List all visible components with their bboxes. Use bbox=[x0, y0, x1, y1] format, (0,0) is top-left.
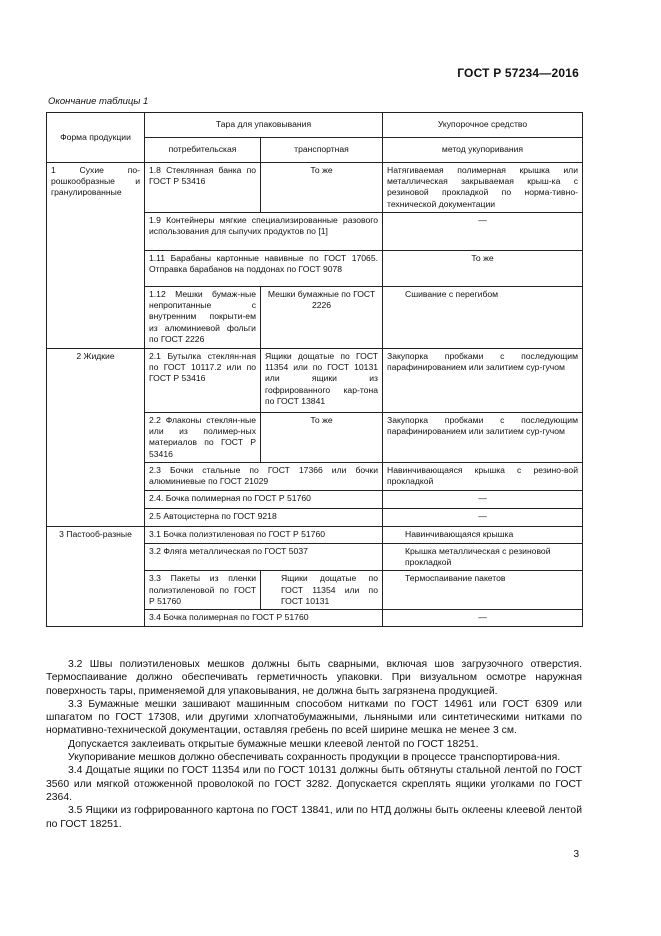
header-consumer: потребительская bbox=[145, 138, 261, 163]
product-form-cell: 3 Пастооб-разные bbox=[47, 527, 145, 627]
sealing-cell: Навинчивающаяся крышка bbox=[383, 527, 583, 544]
table-row bbox=[47, 163, 583, 213]
consumer-cell: 3.3 Пакеты из пленки полиэтиленовой по ГОСТ Р 51760 bbox=[145, 571, 261, 610]
transport-cell: Мешки бумажные по ГОСТ 2226 bbox=[261, 287, 383, 349]
sealing-cell: Навинчивающаяся крышка с резино-вой прокладкой bbox=[383, 463, 583, 491]
transport-cell: То же bbox=[261, 413, 383, 463]
header-packaging: Тара для упаковывания bbox=[145, 113, 383, 138]
sealing-cell: — bbox=[383, 509, 583, 527]
table-caption: Окончание таблицы 1 bbox=[48, 96, 149, 107]
paragraph-3-3: 3.3 Бумажные мешки зашивают машинным способом нитками по ГОСТ 14961 или ГОСТ 6309 или шпагатом по ГОСТ 17308, или другими хлопчатобумажными, льняными или синтетическими нитками по нормативно-технической документации, оставляя гребень по всей ширине мешка не менее 3 см. bbox=[46, 698, 582, 737]
product-form-cell: 2 Жидкие bbox=[47, 349, 145, 527]
transport-cell: То же bbox=[261, 163, 383, 213]
transport-cell: Ящики дощатые по ГОСТ 11354 или по ГОСТ 10131 или ящики из гофрированного кар-тона по ГОСТ 13841 bbox=[261, 349, 383, 413]
table-row bbox=[47, 527, 583, 544]
sealing-cell: Натягиваемая полимерная крышка или металлическая закрываемая крыш-ка с резиновой прокладкой по норма-тивно-технической документации bbox=[383, 163, 583, 213]
sealing-cell: Закупорка пробками с последующим парафинированием или залитием сур-гучом bbox=[383, 349, 583, 413]
transport-cell: Ящики дощатые по ГОСТ 11354 или по ГОСТ 10131 bbox=[261, 571, 383, 610]
sealing-cell: Сшивание с перегибом bbox=[383, 287, 583, 349]
sealing-cell: — bbox=[383, 213, 583, 251]
merged-packaging-cell: 2.4. Бочка полимерная по ГОСТ Р 51760 bbox=[145, 491, 383, 509]
header-product-form: Форма продукции bbox=[47, 113, 145, 163]
sealing-cell: Крышка металлическая с резиновой прокладкой bbox=[383, 544, 583, 571]
paragraph-3-4: 3.4 Дощатые ящики по ГОСТ 11354 или по ГОСТ 10131 должны быть обтянуты стальной лентой по ГОСТ 3560 или мягкой отожженной проволокой по ГОСТ 3282. Допускается скреплять ящики уголками по ГОСТ 2364. bbox=[46, 765, 582, 803]
merged-packaging-cell: 3.4 Бочка полимерная по ГОСТ Р 51760 bbox=[145, 610, 383, 627]
merged-packaging-cell: 2.3 Бочки стальные по ГОСТ 17366 или бочки алюминиевые по ГОСТ 21029 bbox=[145, 463, 383, 491]
consumer-cell: 1.8 Стеклянная банка по ГОСТ Р 53416 bbox=[145, 163, 261, 213]
header-transport: транспортная bbox=[261, 138, 383, 163]
sealing-cell: — bbox=[383, 610, 583, 627]
header-sealing-method: метод укупоривания bbox=[383, 138, 583, 163]
sealing-cell: Закупорка пробками с последующим парафинированием или залитием сур-гучом bbox=[383, 413, 583, 463]
merged-packaging-cell: 2.5 Автоцистерна по ГОСТ 9218 bbox=[145, 509, 383, 527]
merged-packaging-cell: 1.11 Барабаны картонные навивные по ГОСТ 17065. Отправка барабанов на поддонах по ГОСТ 9078 bbox=[145, 251, 383, 287]
paragraph-sealing-integrity: Укупоривание мешков должно обеспечивать сохранность продукции в процессе транспортирова-ния. bbox=[68, 752, 561, 764]
consumer-cell: 1.12 Мешки бумаж-ные непропитанные с внутренним покрыти-ем из алюминиевой фольги по ГОСТ 2226 bbox=[145, 287, 261, 349]
sealing-cell: То же bbox=[383, 251, 583, 287]
packaging-table bbox=[46, 112, 583, 627]
sealing-cell: Термоспаивание пакетов bbox=[383, 571, 583, 610]
paragraph-tape-allowed: Допускается заклеивать открытые бумажные мешки клеевой лентой по ГОСТ 18251. bbox=[68, 738, 479, 750]
page-number: 3 bbox=[573, 849, 579, 860]
paragraph-3-2: 3.2 Швы полиэтиленовых мешков должны быть сварными, включая шов загрузочного отверстия. Термоспаивание должно обеспечивать герметичность упаковки. При визуальном осмотре наружная поверхность тары, применяемой для упаковывания, не должна быть загрязнена продукцией. bbox=[46, 659, 582, 697]
body-text bbox=[46, 658, 582, 831]
consumer-cell: 2.1 Бутылка стеклян-ная по ГОСТ 10117.2 или по ГОСТ Р 53416 bbox=[145, 349, 261, 413]
merged-packaging-cell: 1.9 Контейнеры мягкие специализированные разового использования для сыпучих продуктов по [1] bbox=[145, 213, 383, 251]
table-row bbox=[47, 349, 583, 413]
paragraph-3-5: 3.5 Ящики из гофрированного картона по ГОСТ 13841, или по НТД должны быть оклеены клеевой лентой по ГОСТ 18251. bbox=[46, 805, 582, 830]
merged-packaging-cell: 3.2 Фляга металлическая по ГОСТ 5037 bbox=[145, 544, 383, 571]
sealing-cell: — bbox=[383, 491, 583, 509]
merged-packaging-cell: 3.1 Бочка полиэтиленовая по ГОСТ Р 51760 bbox=[145, 527, 383, 544]
standard-code-header: ГОСТ Р 57234—2016 bbox=[457, 66, 579, 80]
table-header-row bbox=[47, 113, 583, 138]
consumer-cell: 2.2 Флаконы стеклян-ные или из полимер-ных материалов по ГОСТ Р 53416 bbox=[145, 413, 261, 463]
header-sealing: Укупорочное средство bbox=[383, 113, 583, 138]
product-form-cell: 1 Сухие по-рошкообразные и гранулированные bbox=[47, 163, 145, 349]
